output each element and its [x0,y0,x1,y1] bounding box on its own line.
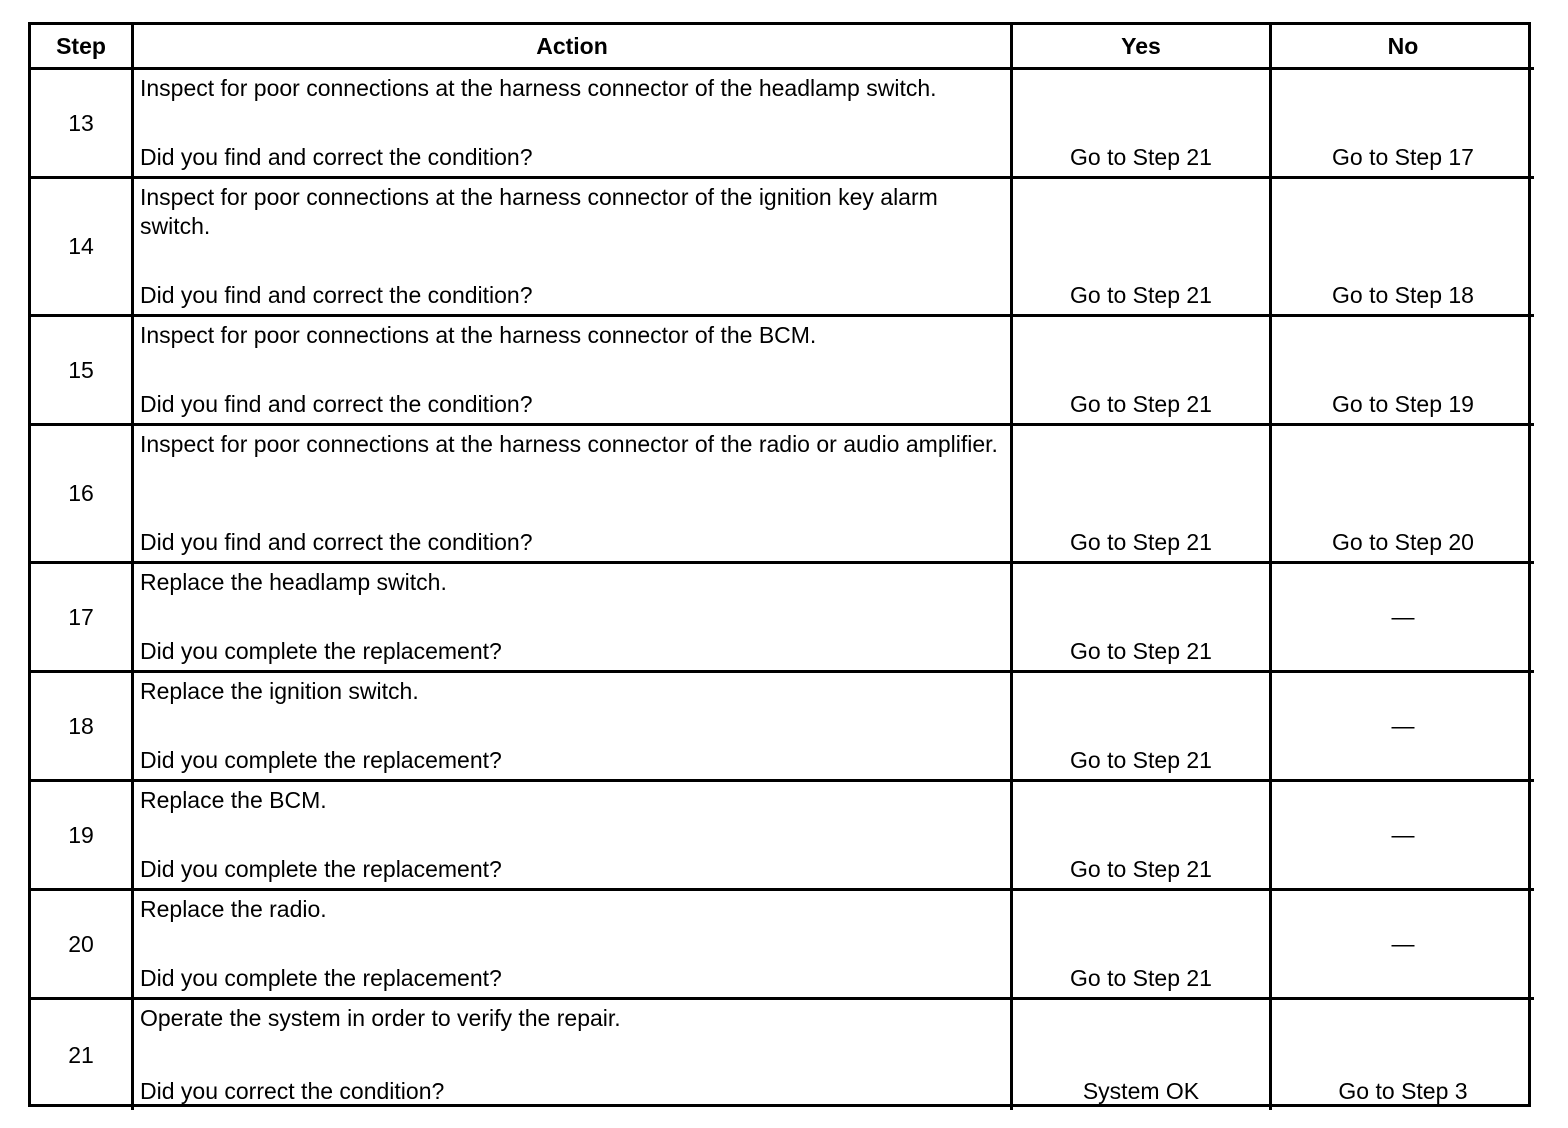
no-cell [1272,1000,1534,1110]
yes-cell [1013,891,1272,1000]
yes-result: Go to Step 21 [1070,856,1212,882]
action-question: Did you complete the replacement? [140,965,502,991]
action-text: Replace the headlamp switch. [140,569,447,595]
action-text: Replace the ignition switch. [140,678,419,704]
no-cell [1272,317,1534,426]
step-number: 16 [31,426,134,564]
yes-result: Go to Step 21 [1070,144,1212,170]
diagnostic-table [28,22,1531,1107]
header-no: No [1272,25,1534,70]
action-cell [134,426,1013,564]
yes-result: Go to Step 21 [1070,638,1212,664]
action-question: Did you complete the replacement? [140,747,502,773]
yes-cell [1013,564,1272,673]
table-grid [28,22,1531,1107]
no-cell [1272,564,1534,673]
yes-cell [1013,1000,1272,1110]
no-result: Go to Step 18 [1332,282,1474,308]
header-step: Step [31,25,134,70]
step-number: 15 [31,317,134,426]
action-question: Did you find and correct the condition? [140,282,533,308]
action-question: Did you complete the replacement? [140,856,502,882]
yes-cell [1013,426,1272,564]
header-action: Action [134,25,1013,70]
action-text: Inspect for poor connections at the harness connector of the ignition key alarm switch. [140,184,938,239]
header-yes: Yes [1013,25,1272,70]
no-cell [1272,70,1534,179]
no-cell [1272,426,1534,564]
action-question: Did you find and correct the condition? [140,391,533,417]
no-cell [1272,782,1534,891]
no-cell [1272,673,1534,782]
yes-result: Go to Step 21 [1070,282,1212,308]
yes-result: Go to Step 21 [1070,747,1212,773]
yes-result: Go to Step 21 [1070,529,1212,555]
no-dash: — [1391,712,1415,739]
no-result: Go to Step 3 [1338,1078,1468,1104]
action-cell [134,891,1013,1000]
no-cell [1272,891,1534,1000]
action-cell [134,179,1013,317]
no-cell [1272,179,1534,317]
yes-cell [1013,782,1272,891]
yes-cell [1013,70,1272,179]
yes-result: Go to Step 21 [1070,391,1212,417]
no-dash: — [1391,930,1415,957]
yes-cell [1013,317,1272,426]
no-result: Go to Step 19 [1332,391,1474,417]
no-result: Go to Step 20 [1332,529,1474,555]
yes-result: Go to Step 21 [1070,965,1212,991]
yes-cell [1013,673,1272,782]
step-number: 18 [31,673,134,782]
step-number: 21 [31,1000,134,1110]
action-text: Inspect for poor connections at the harness connector of the BCM. [140,322,817,348]
step-number: 13 [31,70,134,179]
action-cell [134,673,1013,782]
no-dash: — [1391,821,1415,848]
action-question: Did you find and correct the condition? [140,529,533,555]
action-text: Inspect for poor connections at the harness connector of the radio or audio amplifier. [140,431,998,457]
action-text: Replace the BCM. [140,787,327,813]
action-text: Replace the radio. [140,896,327,922]
action-cell [134,1000,1013,1110]
action-cell [134,317,1013,426]
action-text: Inspect for poor connections at the harness connector of the headlamp switch. [140,75,937,101]
action-cell [134,564,1013,673]
no-dash: — [1391,603,1415,630]
action-text: Operate the system in order to verify the repair. [140,1005,621,1031]
step-number: 19 [31,782,134,891]
action-cell [134,782,1013,891]
action-cell [134,70,1013,179]
action-question: Did you correct the condition? [140,1078,445,1104]
step-number: 20 [31,891,134,1000]
yes-result: System OK [1082,1078,1200,1104]
step-number: 17 [31,564,134,673]
yes-cell [1013,179,1272,317]
action-question: Did you find and correct the condition? [140,144,533,170]
step-number: 14 [31,179,134,317]
no-result: Go to Step 17 [1332,144,1474,170]
action-question: Did you complete the replacement? [140,638,502,664]
